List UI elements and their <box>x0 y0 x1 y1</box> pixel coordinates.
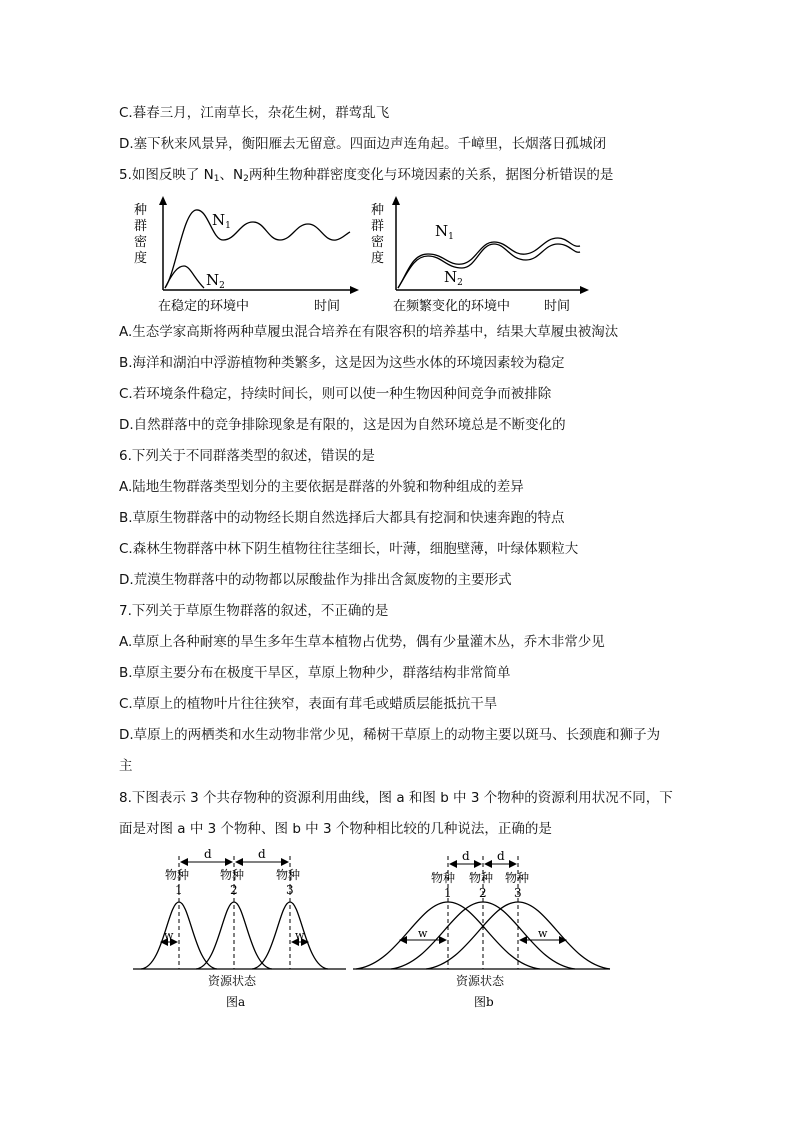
question-7: 7.下列关于草原生物群落的叙述，不正确的是 <box>119 603 389 619</box>
q5-option-c: C.若环境条件稳定，持续时间长，则可以使一种生物因种间竞争而被排除 <box>119 386 552 402</box>
question-5 <box>119 166 613 188</box>
fig5-left-ylabel-1: 种 <box>134 203 148 218</box>
fig5-right-n1-label: $N_1$ <box>435 222 454 242</box>
fig8b-d-label-2: d <box>497 849 505 863</box>
question-6: 6.下列关于不同群落类型的叙述，错误的是 <box>119 448 375 464</box>
fig5-right-xlabel: 在频繁变化的环境中 <box>393 299 511 314</box>
q7-option-d: D.草原上的两栖类和水生动物非常少见，稀树干草原上的动物主要以斑马、长颈鹿和狮子为 <box>119 727 661 743</box>
fig5-left-time: 时间 <box>314 299 341 314</box>
fig5-right-ylabel-4: 度 <box>371 251 385 266</box>
fig8b-num-3: 3 <box>514 886 522 900</box>
fig5-left-ylabel-4: 度 <box>134 251 148 266</box>
fig8b-species-2: 物种 <box>469 871 494 885</box>
fig8a-w-right: w <box>295 929 305 942</box>
fig5-right <box>371 196 589 314</box>
q6-option-d: D.荒漠生物群落中的动物都以尿酸盐作为排出含氮废物的主要形式 <box>119 572 512 588</box>
q7-option-b: B.草原主要分布在极度干旱区，草原上物种少，群落结构非常简单 <box>119 665 511 681</box>
q5-mid: 、N <box>219 167 244 183</box>
fig8b-num-1: 1 <box>444 886 452 900</box>
q5-option-d: D.自然群落中的竞争排除现象是有限的，这是因为自然环境总是不断变化的 <box>119 417 566 433</box>
q5-sub2: 2 <box>243 174 249 184</box>
fig8b-species-3: 物种 <box>505 871 530 885</box>
fig5-right-ylabel-1: 种 <box>371 203 385 218</box>
fig5-left-ylabel-2: 群 <box>134 219 148 234</box>
fig5-right-ylabel-3: 密 <box>371 235 385 250</box>
fig8b-species-1: 物种 <box>431 871 456 885</box>
fig5-left-n1-curve <box>165 210 350 288</box>
q7-option-a: A.草原上各种耐寒的旱生多年生草本植物占优势，偶有少量灌木丛，乔木非常少见 <box>119 634 605 650</box>
figure-5 <box>128 192 598 317</box>
fig8b-w-left: w <box>418 927 428 940</box>
q7-option-d-cont: 主 <box>119 758 133 774</box>
q5-option-a: A.生态学家高斯将两种草履虫混合培养在有限容积的培养基中，结果大草履虫被淘汰 <box>119 324 619 340</box>
fig5-left-xlabel: 在稳定的环境中 <box>158 299 250 314</box>
line-c-prev: C.暮春三月，江南草长，杂花生树，群莺乱飞 <box>119 105 390 121</box>
question-8-line1: 8.下图表示 3 个共存物种的资源利用曲线，图 a 和图 b 中 3 个物种的资源利用状况不同，下 <box>119 790 673 806</box>
fig8a-species-3: 物种 <box>276 868 301 882</box>
q5-sub1: 1 <box>213 174 220 184</box>
fig5-left-y-arrow <box>159 196 167 205</box>
fig8a-num-1: 1 <box>175 883 183 897</box>
fig5-right-n2-curve <box>398 244 580 288</box>
fig5-left-ylabel-3: 密 <box>134 235 148 250</box>
fig5-left <box>134 196 359 314</box>
fig8a-caption: 图a <box>226 995 246 1009</box>
q6-option-b: B.草原生物群落中的动物经长期自然选择后大都具有挖洞和快速奔跑的特点 <box>119 510 565 526</box>
figure-8 <box>128 842 618 1017</box>
fig5-right-time: 时间 <box>544 299 571 314</box>
fig8a-w-left: w <box>164 929 174 942</box>
q5-option-b: B.海洋和湖泊中浮游植物种类繁多，这是因为这些水体的环境因素较为稳定 <box>119 355 565 371</box>
fig5-right-x-arrow <box>580 286 589 294</box>
fig8a-xlabel: 资源状态 <box>208 974 257 988</box>
fig8b-xlabel: 资源状态 <box>456 974 505 988</box>
fig8b-d-label-1: d <box>462 849 470 863</box>
fig8b <box>353 849 610 1009</box>
fig5-left-x-arrow <box>350 286 359 294</box>
fig5-left-n2-curve <box>165 266 204 288</box>
fig8a-num-2: 2 <box>230 883 238 897</box>
fig8a-species-1: 物种 <box>165 868 190 882</box>
fig5-left-n1-label: $N_1$ <box>212 211 231 231</box>
fig8a <box>133 847 346 1009</box>
fig5-right-y-arrow <box>392 196 400 205</box>
fig5-left-n2-label: $N_2$ <box>206 271 225 291</box>
q7-option-c: C.草原上的植物叶片往往狭窄，表面有茸毛或蜡质层能抵抗干旱 <box>119 696 498 712</box>
fig8b-num-2: 2 <box>479 886 487 900</box>
fig8b-w-right: w <box>538 927 548 940</box>
fig8a-species-2: 物种 <box>220 868 245 882</box>
question-8-line2: 面是对图 a 中 3 个物种、图 b 中 3 个物种相比较的几种说法，正确的是 <box>119 821 552 837</box>
fig8a-d-label-2: d <box>258 847 266 861</box>
q6-option-c: C.森林生物群落中林下阴生植物往往茎细长，叶薄，细胞壁薄，叶绿体颗粒大 <box>119 541 579 557</box>
q5-post: 两种生物种群密度变化与环境因素的关系，据图分析错误的是 <box>248 167 614 183</box>
fig8b-caption: 图b <box>474 995 494 1009</box>
fig5-right-n2-label: $N_2$ <box>444 268 463 288</box>
fig5-right-ylabel-2: 群 <box>371 219 385 234</box>
q6-option-a: A.陆地生物群落类型划分的主要依据是群落的外貌和物种组成的差异 <box>119 479 524 495</box>
fig8a-num-3: 3 <box>286 883 294 897</box>
line-d-prev: D.塞下秋来风景异，衡阳雁去无留意。四面边声连角起。千嶂里，长烟落日孤城闭 <box>119 136 607 152</box>
q5-pre: 5.如图反映了 N <box>119 167 214 183</box>
fig8a-d-label-1: d <box>204 847 212 861</box>
